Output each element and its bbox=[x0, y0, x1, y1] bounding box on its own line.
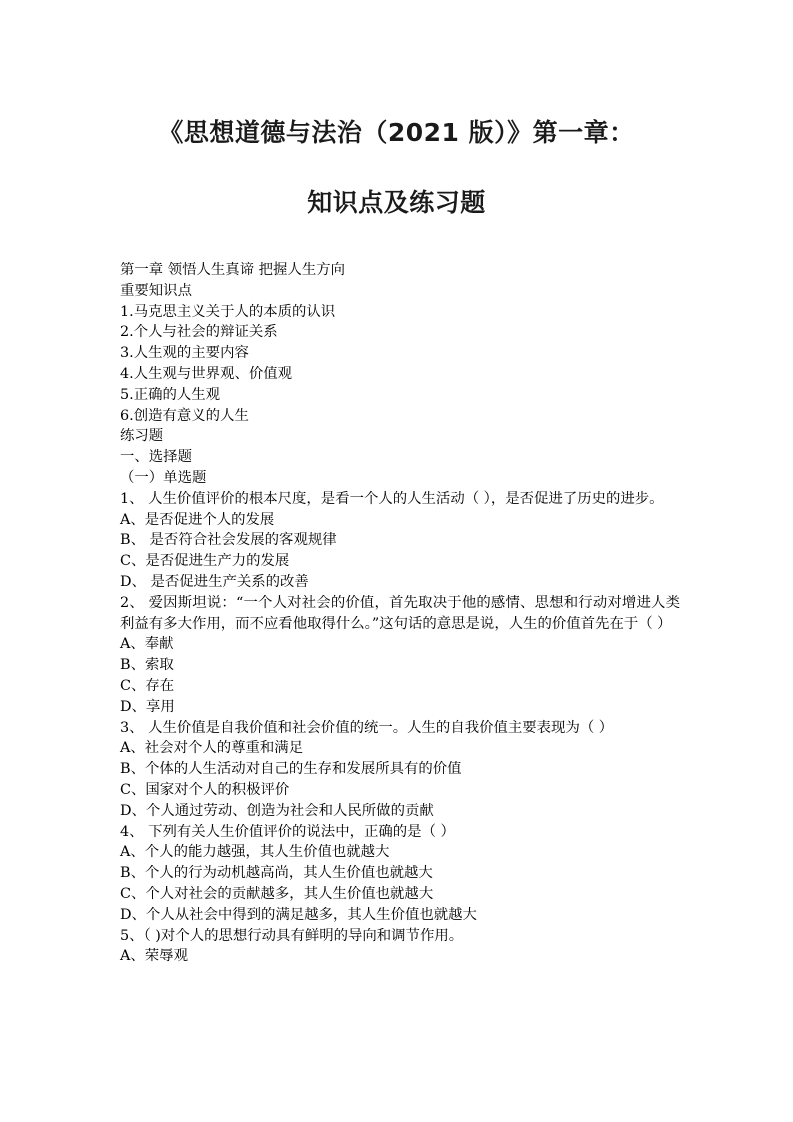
key-point-item: 3.人生观的主要内容 bbox=[120, 345, 249, 362]
document-body bbox=[120, 260, 680, 967]
question-option: A、个人的能力越强，其人生价值也就越大 bbox=[120, 844, 390, 861]
key-point-item: 1.马克思主义关于人的本质的认识 bbox=[120, 303, 336, 320]
section-heading: 一、选择题 bbox=[120, 449, 192, 466]
question-option: B、索取 bbox=[120, 657, 174, 674]
question-option: A、社会对个人的尊重和满足 bbox=[120, 740, 304, 757]
document-title-line-2: 知识点及练习题 bbox=[307, 188, 486, 217]
question-option: B、个人的行为动机越高尚，其人生价值也就越大 bbox=[120, 865, 433, 882]
question-option: D、享用 bbox=[120, 698, 175, 715]
question-stem: 4、 下列有关人生价值评价的说法中，正确的是（ ） bbox=[120, 823, 455, 840]
question-option: A、奉献 bbox=[120, 636, 174, 653]
question-option: B、 是否符合社会发展的客观规律 bbox=[120, 532, 337, 549]
question-option: C、个人对社会的贡献越多，其人生价值也就越大 bbox=[120, 885, 434, 902]
question-stem: 2、 爱因斯坦说：“一个人对社会的价值，首先取决于他的感情、思想和行动对增进人类利益有多大作用，而不应看他取得什么。”这句话的意思是说，人生的价值首先在于（ ） bbox=[120, 594, 680, 632]
chapter-heading: 第一章 领悟人生真谛 把握人生方向 bbox=[120, 262, 346, 278]
question-option: C、存在 bbox=[120, 677, 175, 694]
key-point-item: 6.创造有意义的人生 bbox=[120, 407, 249, 424]
question-option: D、个人通过劳动、创造为社会和人民所做的贡献 bbox=[120, 802, 434, 819]
key-point-item: 5.正确的人生观 bbox=[120, 386, 221, 403]
key-point-item: 2.个人与社会的辩证关系 bbox=[120, 324, 278, 341]
question-option: D、个人从社会中得到的满足越多，其人生价值也就越大 bbox=[120, 906, 477, 923]
question-option: D、 是否促进生产关系的改善 bbox=[120, 573, 309, 590]
question-option: B、个体的人生活动对自己的生存和发展所具有的价值 bbox=[120, 761, 462, 778]
question-stem: 5、（ )对个人的思想行动具有鲜明的导向和调节作用。 bbox=[120, 927, 464, 944]
question-3 bbox=[120, 718, 680, 822]
question-option: C、是否促进生产力的发展 bbox=[120, 553, 290, 570]
exercises-heading: 练习题 bbox=[120, 428, 164, 445]
question-option: A、荣辱观 bbox=[120, 948, 188, 965]
question-stem: 1、 人生价值评价的根本尺度，是看一个人的人生活动（ ），是否促进了历史的进步。 bbox=[120, 490, 664, 507]
question-4 bbox=[120, 822, 680, 926]
subsection-heading: （一）单选题 bbox=[120, 469, 207, 486]
key-points-heading: 重要知识点 bbox=[120, 282, 192, 299]
question-option: A、是否促进个人的发展 bbox=[120, 511, 275, 528]
key-point-item: 4.人生观与世界观、价值观 bbox=[120, 365, 293, 382]
question-2 bbox=[120, 593, 680, 718]
question-stem: 3、 人生价值是自我价值和社会价值的统一。人生的自我价值主要表现为（ ） bbox=[120, 719, 614, 736]
question-5 bbox=[120, 926, 680, 968]
key-points-list bbox=[120, 302, 680, 427]
question-option: C、国家对个人的积极评价 bbox=[120, 781, 290, 798]
document-title-line-1: 《思想道德与法治（2021 版）》第一章： bbox=[158, 118, 635, 147]
question-1 bbox=[120, 489, 680, 593]
